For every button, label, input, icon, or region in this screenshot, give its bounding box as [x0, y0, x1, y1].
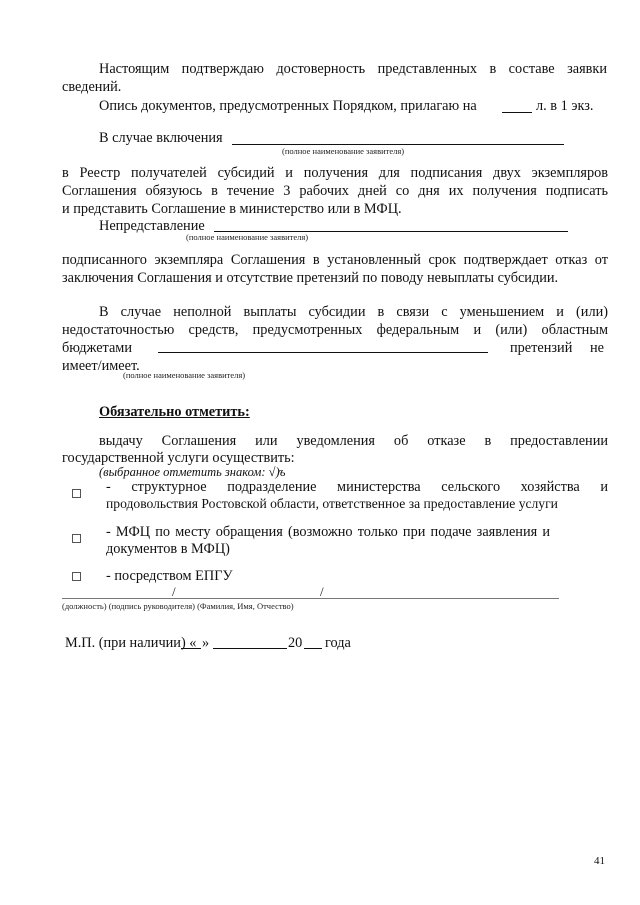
option-ministry-checkbox[interactable]	[72, 489, 81, 498]
mandatory-hint-mark: ъ	[279, 465, 286, 479]
inclusion-line-3: и представить Соглашение в министерство или в МФЦ.	[62, 201, 402, 217]
partial-line-1: В случае неполной выплаты субсидии в связи с уменьшением и (или)	[99, 304, 608, 320]
signature-caption: (должность) (подпись руководителя) (Фамилия, Имя, Отчество)	[62, 601, 294, 611]
option-epgu-label: - посредством ЕПГУ	[106, 568, 233, 584]
month-blank	[213, 648, 287, 649]
confirm-line-2: сведений.	[62, 79, 122, 95]
inclusion-line-1: в Реестр получателей субсидий и получения для подписания двух экземпляров	[62, 165, 608, 181]
mandatory-line-2: государственной услуги осуществить:	[62, 450, 295, 466]
year-suffix: года	[325, 635, 351, 651]
inventory-suffix: л. в 1 экз.	[536, 98, 594, 114]
mandatory-hint: (выбранное отметить знаком: √)	[99, 465, 280, 479]
signature-line	[62, 598, 559, 599]
day-blank	[181, 648, 201, 649]
nonsubmit-line-1: подписанного экземпляра Соглашения в установленный срок подтверждает отказ от	[62, 252, 608, 268]
year-prefix: 20	[288, 635, 303, 651]
signature-separator-2: /	[320, 584, 324, 599]
option-ministry-line-1: - структурное подразделение министерства сельского хозяйства и	[106, 479, 608, 495]
partial-line-3-right: не	[590, 340, 604, 356]
option-ministry-line-2: продовольствия Ростовской области, ответственное за предоставление услуги	[106, 496, 558, 511]
applicant-name-blank-1	[232, 144, 564, 145]
partial-line-2: недостаточностью средств, предусмотренных федеральным и (или) областным	[62, 322, 608, 338]
option-mfc-checkbox[interactable]	[72, 534, 81, 543]
applicant-caption-3: (полное наименование заявителя)	[123, 370, 246, 380]
confirm-line-1: Настоящим подтверждаю достоверность представленных в составе заявки	[99, 61, 607, 77]
stamp-quote-close: »	[202, 635, 210, 651]
partial-line-4: имеет/имеет.	[62, 358, 140, 374]
nonsubmit-line-2: заключения Соглашения и отсутствие претензий по поводу невыплаты субсидии.	[62, 270, 559, 286]
partial-line-3-mid: претензий	[510, 340, 573, 356]
partial-line-3-left: бюджетами	[62, 340, 133, 356]
inventory-text: Опись документов, предусмотренных Порядком, прилагаю на	[99, 98, 477, 114]
option-epgu-checkbox[interactable]	[72, 572, 81, 581]
option-mfc-line-1: - МФЦ по месту обращения (возможно только при подаче заявления и	[106, 524, 550, 540]
inclusion-lead: В случае включения	[99, 130, 223, 146]
mandatory-line-1: выдачу Соглашения или уведомления об отказе в предоставлении	[99, 433, 608, 449]
signature-separator-1: /	[172, 584, 176, 599]
pages-count-blank	[502, 112, 532, 113]
mandatory-heading: Обязательно отметить:	[99, 404, 250, 420]
applicant-name-blank-3	[158, 352, 488, 353]
inclusion-line-2: Соглашения обязуюсь в течение 3 рабочих дней со дня их получения подписать	[62, 183, 608, 199]
page-number: 41	[594, 855, 605, 867]
stamp-mp-label: М.П. (при наличии) «	[65, 635, 197, 651]
applicant-caption-1: (полное наименование заявителя)	[282, 146, 405, 156]
applicant-caption-2: (полное наименование заявителя)	[186, 232, 309, 242]
year-blank	[304, 648, 322, 649]
option-mfc-line-2: документов в МФЦ)	[106, 541, 230, 557]
nonsubmit-lead: Непредставление	[99, 218, 205, 234]
